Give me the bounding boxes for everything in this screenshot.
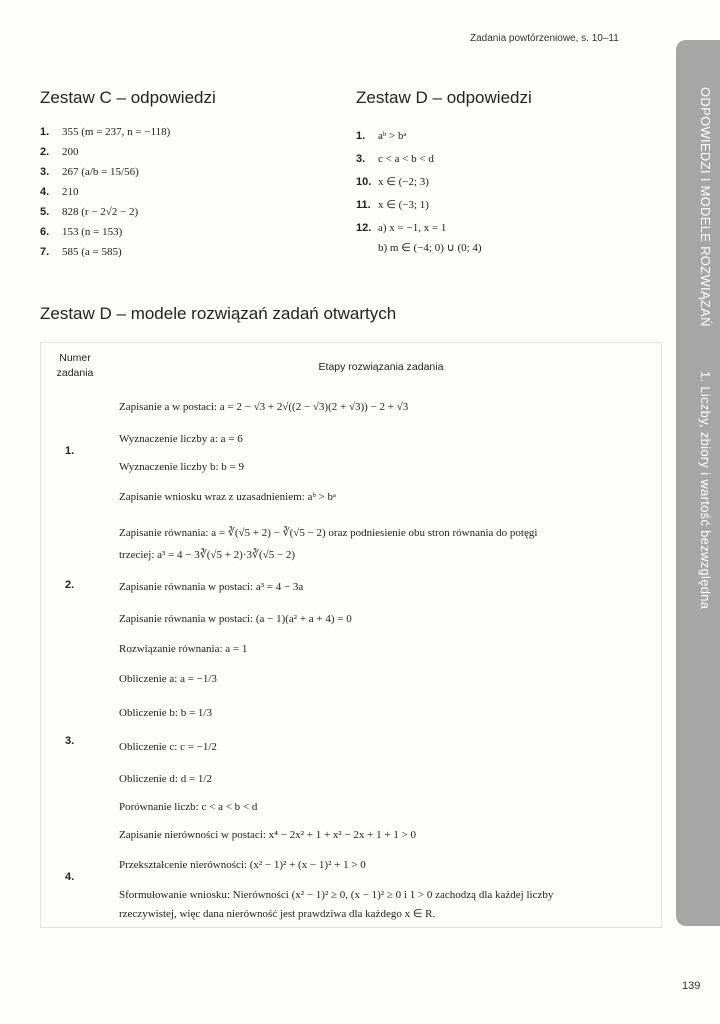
- answer-number: 2.: [40, 146, 50, 158]
- answer-item: [356, 218, 646, 238]
- answer-text: 267 (a/b = 15/56): [62, 166, 139, 178]
- solution-step: trzeciej: a³ = 4 − 3∛(√5 + 2)·3∛(√5 − 2): [119, 549, 296, 561]
- column-header-number: Numer zadania: [56, 352, 94, 379]
- side-tab-text: [685, 87, 713, 737]
- zestaw-d-title: Zestaw D – odpowiedzi: [356, 88, 532, 107]
- solution-step: Obliczenie b: b = 1/3: [119, 707, 212, 719]
- answer-text: 200: [62, 146, 79, 158]
- answer-text: 585 (a = 585): [62, 246, 122, 258]
- answer-text: 210: [62, 186, 79, 198]
- answer-text: 828 (r − 2√2 − 2): [62, 206, 139, 218]
- zestaw-c-section: [40, 88, 330, 262]
- zestaw-d-answers: [356, 126, 646, 258]
- page-number: 139: [682, 980, 701, 992]
- answer-number: 6.: [40, 226, 50, 238]
- answer-number: 11.: [356, 199, 371, 211]
- answer-item: [356, 149, 646, 172]
- answer-item: [40, 222, 330, 242]
- answer-text: 153 (n = 153): [62, 226, 123, 238]
- side-tab: [676, 40, 720, 926]
- answer-item: [40, 242, 330, 262]
- solution-step: Sformułowanie wniosku: Nierówności (x² − 1)² ≥ 0, (x − 1)² ≥ 0 i 1 > 0 zachodzą dla każdej liczby: [119, 889, 554, 901]
- answer-text: 355 (m = 237, n = −118): [62, 126, 171, 138]
- answer-text: x ∈ (−3; 1): [378, 199, 429, 211]
- answer-number: 3.: [40, 166, 50, 178]
- answer-item: [40, 182, 330, 202]
- solutions-table: [40, 342, 662, 928]
- answer-text: aᵇ > bᵃ: [378, 130, 407, 142]
- task-number: 2.: [65, 579, 75, 591]
- column-header-steps: Etapy rozwiązania zadania: [318, 361, 444, 373]
- solution-step: Zapisanie równania w postaci: (a − 1)(a² + a + 4) = 0: [119, 613, 352, 625]
- answer-number: 4.: [40, 186, 50, 198]
- solution-step: Zapisanie równania w postaci: a³ = 4 − 3a: [119, 581, 304, 593]
- answer-number: 3.: [356, 153, 366, 165]
- solution-step: Wyznaczenie liczby b: b = 9: [119, 461, 244, 473]
- answer-text: x ∈ (−2; 3): [378, 176, 429, 188]
- answer-item: [40, 122, 330, 142]
- answer-item: [40, 142, 330, 162]
- solution-step: Porównanie liczb: c < a < b < d: [119, 801, 258, 813]
- solution-step: Obliczenie d: d = 1/2: [119, 773, 212, 785]
- solution-step: Zapisanie równania: a = ∛(√5 + 2) − ∛(√5 − 2) oraz podniesienie obu stron równania do potęgi: [119, 527, 538, 539]
- answer-text: b) m ∈ (−4; 0) ∪ (0; 4): [378, 242, 482, 254]
- solution-step: Obliczenie c: c = −1/2: [119, 741, 217, 753]
- task-number: 4.: [65, 871, 75, 883]
- answer-text: a) x = −1, x = 1: [378, 222, 447, 234]
- side-tab-subtitle: 1. Liczby, zbiory i wartość bezwzględna: [698, 370, 713, 610]
- answer-number: 12.: [356, 222, 372, 234]
- zestaw-d-section: [356, 88, 646, 258]
- answer-number: 1.: [356, 130, 366, 142]
- answer-number: 1.: [40, 126, 50, 138]
- solution-step: Obliczenie a: a = −1/3: [119, 673, 217, 685]
- answer-item: [356, 172, 646, 195]
- solution-step: Rozwiązanie równania: a = 1: [119, 643, 248, 655]
- solution-step: Wyznaczenie liczby a: a = 6: [119, 433, 243, 445]
- solution-step: Zapisanie nierówności w postaci: x⁴ − 2x² + 1 + x² − 2x + 1 + 1 > 0: [119, 829, 417, 841]
- answer-number: 7.: [40, 246, 50, 258]
- side-tab-title: ODPOWIEDZI I MODELE ROZWIĄZAŃ: [698, 87, 713, 327]
- section-title: Zestaw D – modele rozwiązań zadań otwartych: [40, 304, 397, 323]
- solution-step: Zapisanie a w postaci: a = 2 − √3 + 2√((2 − √3)(2 + √3)) − 2 + √3: [119, 401, 409, 413]
- answer-item: [356, 195, 646, 218]
- answer-number: 10.: [356, 176, 372, 188]
- solution-step: rzeczywistej, więc dana nierówność jest prawdziwa dla każdego x ∈ R.: [119, 908, 436, 920]
- answer-number: 5.: [40, 206, 50, 218]
- zestaw-c-answers: [40, 122, 330, 262]
- task-number: 3.: [65, 735, 75, 747]
- solution-step: Przekształcenie nierówności: (x² − 1)² + (x − 1)² + 1 > 0: [119, 859, 366, 871]
- answer-item: [356, 126, 646, 149]
- answer-item: [356, 238, 646, 258]
- zestaw-c-title: Zestaw C – odpowiedzi: [40, 88, 216, 107]
- running-head: Zadania powtórzeniowe, s. 10–11: [470, 33, 619, 44]
- answer-item: [40, 162, 330, 182]
- answer-item: [40, 202, 330, 222]
- answer-text: c < a < b < d: [378, 153, 434, 165]
- task-number: 1.: [65, 445, 75, 457]
- solution-step: Zapisanie wniosku wraz z uzasadnieniem: aᵇ > bᵃ: [119, 491, 336, 503]
